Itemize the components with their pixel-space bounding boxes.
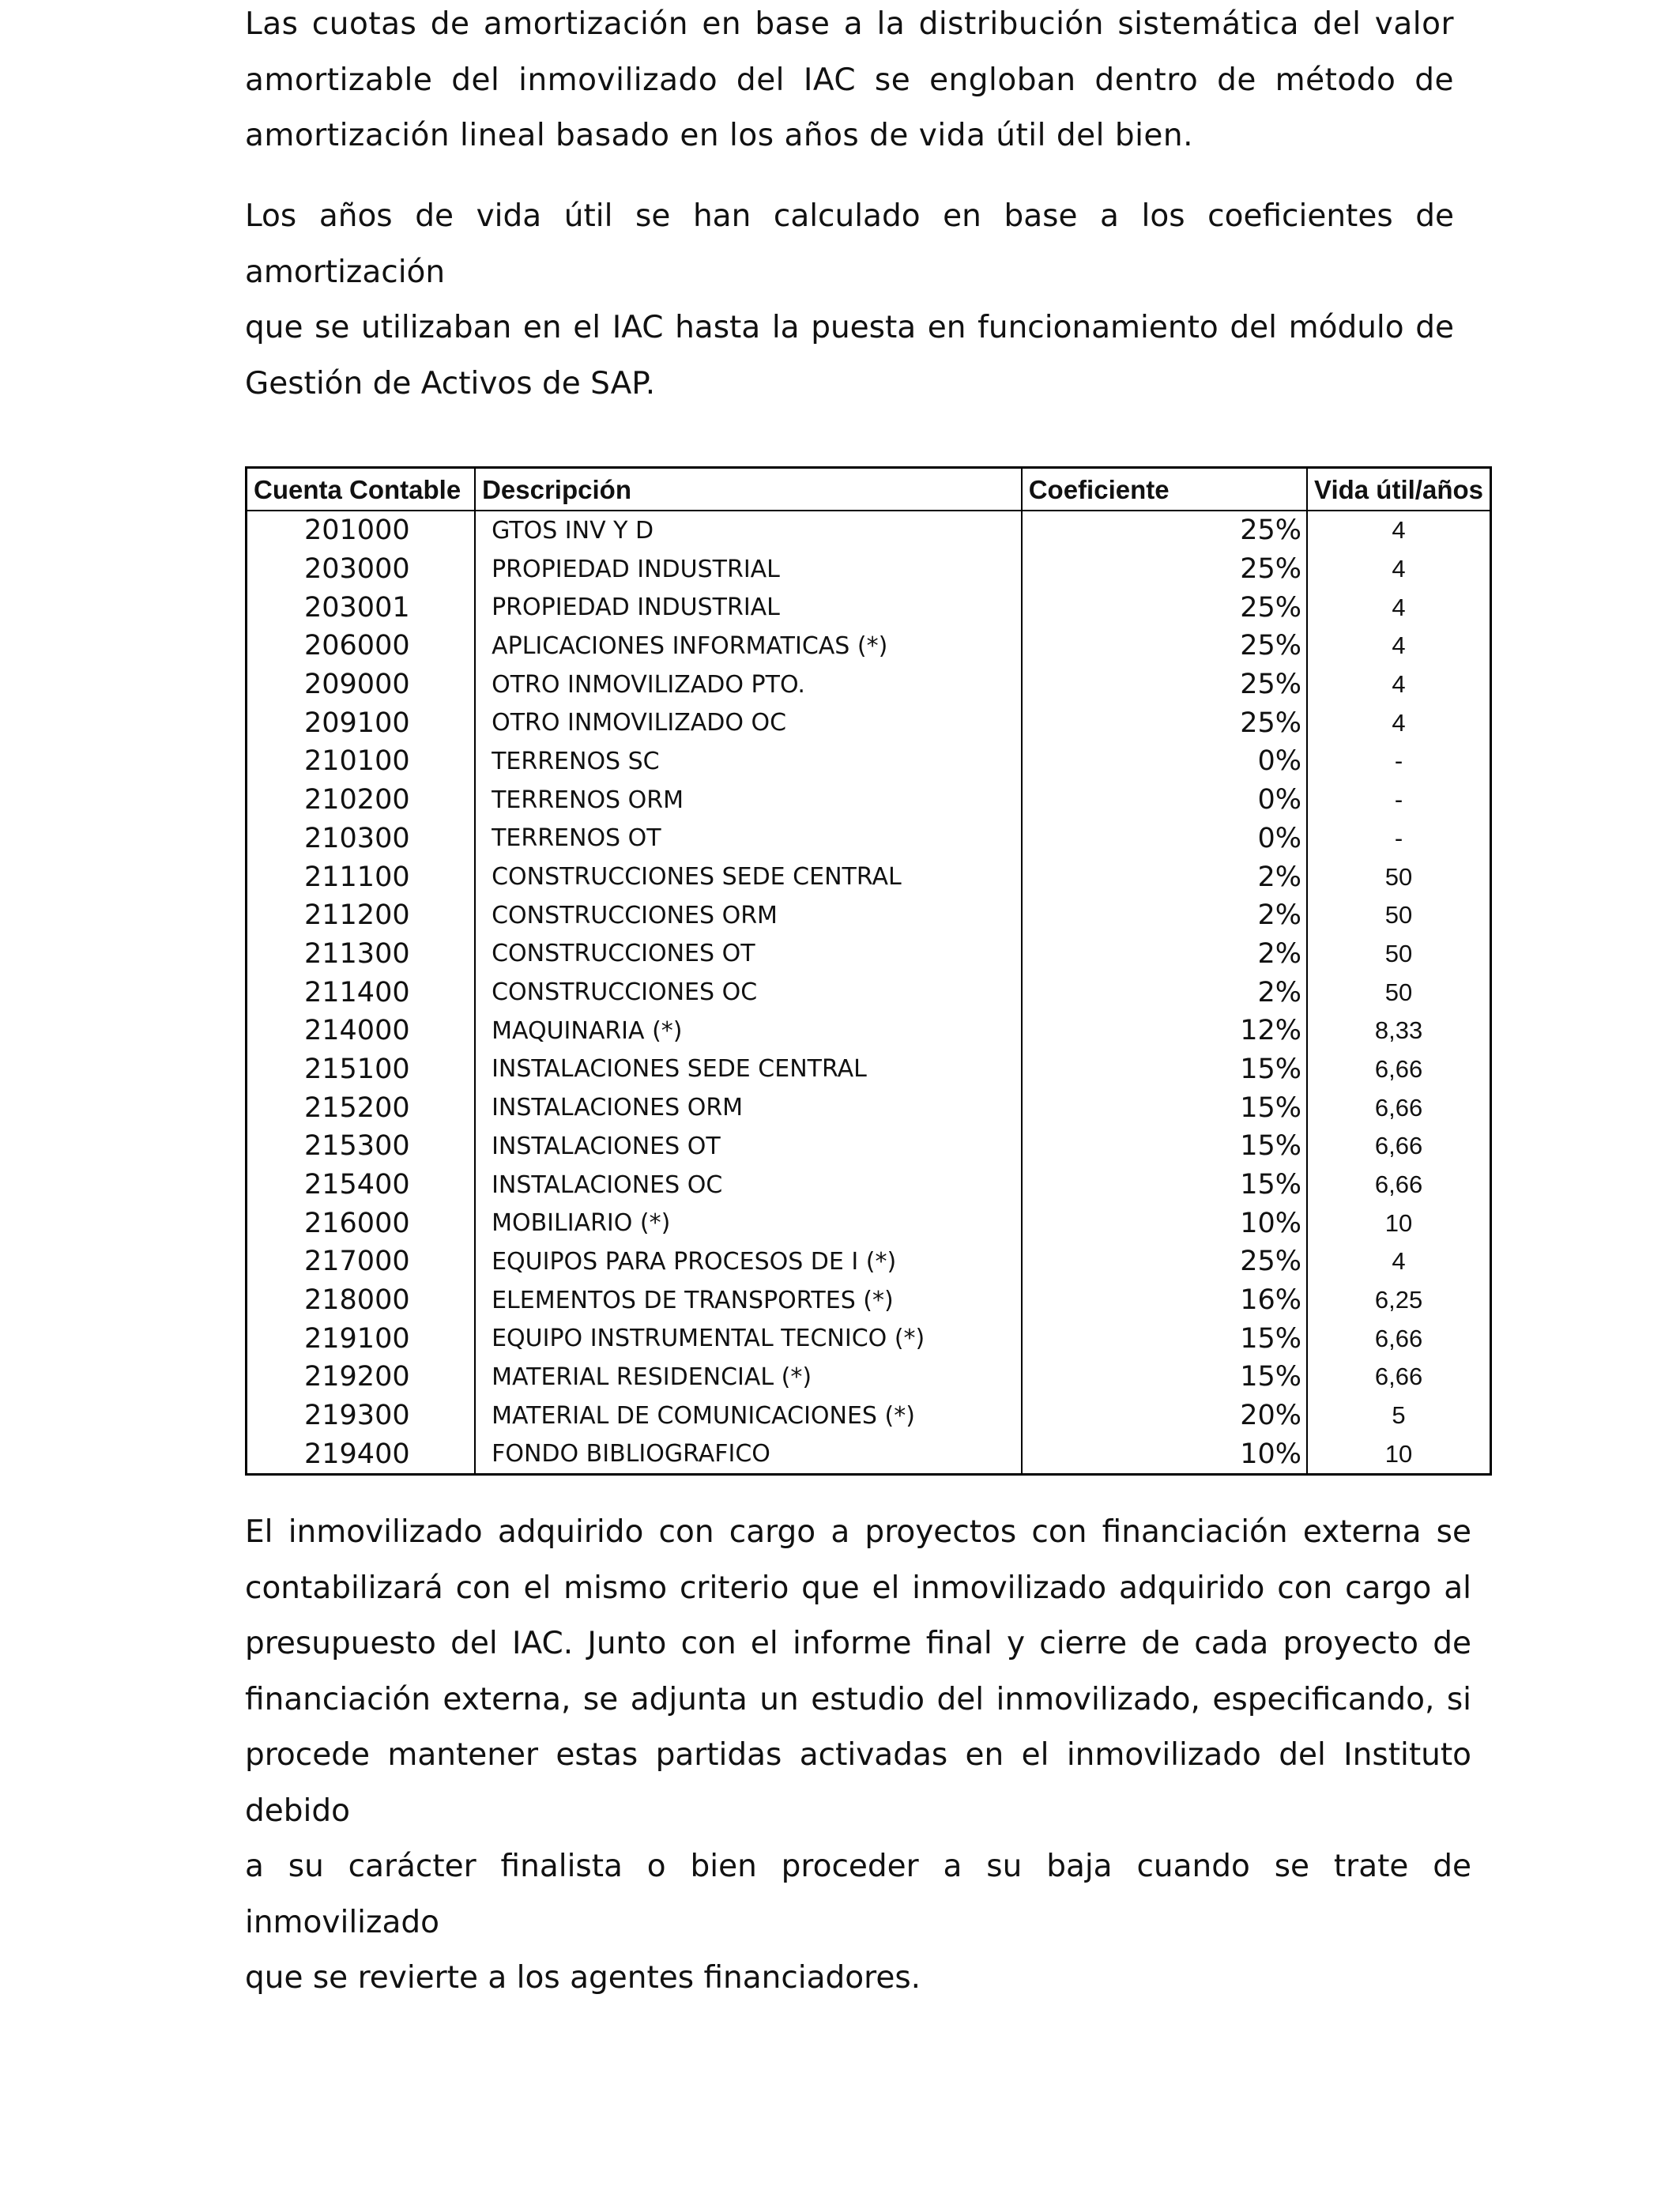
cell-cuenta: 215300 (247, 1127, 476, 1166)
table-row (247, 935, 1491, 974)
cell-vida-util: 6,66 (1374, 1093, 1423, 1122)
cell-coeficiente: 0% (1022, 820, 1307, 858)
cell-coeficiente: 15% (1022, 1319, 1307, 1358)
table-row (247, 703, 1491, 742)
table-row (247, 1242, 1491, 1281)
cell-descripcion: MAQUINARIA (*) (475, 1012, 1022, 1050)
cell-descripcion: MATERIAL RESIDENCIAL (*) (475, 1358, 1022, 1397)
cell-descripcion: MOBILIARIO (*) (475, 1204, 1022, 1242)
cell-descripcion: MATERIAL DE COMUNICACIONES (*) (475, 1397, 1022, 1435)
cell-coeficiente: 0% (1022, 781, 1307, 820)
text-line: contabilizará con el mismo criterio que el inmovilizado adquirido con cargo al (245, 1570, 1471, 1606)
table-row (247, 973, 1491, 1012)
cell-coeficiente: 0% (1022, 742, 1307, 781)
table-header-row (247, 468, 1491, 511)
cell-vida-util: 4 (1392, 631, 1406, 660)
table-row (247, 550, 1491, 589)
text-line: que se revierte a los agentes financiadores. (245, 1960, 921, 1996)
cell-vida-util: 4 (1392, 708, 1406, 737)
cell-cuenta: 215400 (247, 1166, 476, 1204)
table-row (247, 858, 1491, 896)
cell-coeficiente: 25% (1022, 627, 1307, 665)
table-row (247, 1435, 1491, 1475)
cell-coeficiente: 16% (1022, 1281, 1307, 1320)
cell-cuenta: 217000 (247, 1242, 476, 1281)
text-line: Los años de vida útil se han calculado en base a los coeficientes de amortización (245, 198, 1454, 290)
cell-descripcion: OTRO INMOVILIZADO PTO. (475, 665, 1022, 704)
text-line: amortización lineal basado en los años de vida útil del bien. (245, 118, 1194, 153)
header-cuenta-contable: Cuenta Contable (247, 468, 476, 511)
table-row (247, 588, 1491, 627)
cell-cuenta: 211400 (247, 973, 476, 1012)
table-row (247, 742, 1491, 781)
cell-cuenta: 203000 (247, 550, 476, 589)
text-line: El inmovilizado adquirido con cargo a proyectos con financiación externa se (245, 1514, 1471, 1550)
header-coeficiente: Coeficiente (1022, 468, 1307, 511)
intro-paragraph-1 (245, 0, 1454, 164)
cell-vida-util: 4 (1392, 516, 1406, 545)
cell-vida-util: 4 (1392, 670, 1406, 699)
intro-paragraph-2 (245, 189, 1454, 412)
cell-vida-util: 6,66 (1374, 1363, 1423, 1391)
cell-descripcion: TERRENOS ORM (475, 781, 1022, 820)
cell-cuenta: 210100 (247, 742, 476, 781)
table-row (247, 820, 1491, 858)
cell-vida-util: - (1394, 786, 1403, 814)
cell-vida-util: 5 (1392, 1401, 1406, 1430)
cell-cuenta: 209100 (247, 703, 476, 742)
outro-paragraph (245, 1505, 1471, 2007)
cell-descripcion: GTOS INV Y D (475, 511, 1022, 550)
cell-coeficiente: 15% (1022, 1050, 1307, 1089)
cell-coeficiente: 2% (1022, 973, 1307, 1012)
table-row (247, 665, 1491, 704)
table-row (247, 1397, 1491, 1435)
cell-coeficiente: 25% (1022, 550, 1307, 589)
text-line: que se utilizaban en el IAC hasta la puesta en funcionamiento del módulo de (245, 310, 1454, 345)
cell-cuenta: 211200 (247, 896, 476, 935)
cell-cuenta: 211100 (247, 858, 476, 896)
cell-coeficiente: 25% (1022, 703, 1307, 742)
cell-coeficiente: 2% (1022, 858, 1307, 896)
text-line: presupuesto del IAC. Junto con el informe final y cierre de cada proyecto de (245, 1626, 1471, 1661)
cell-descripcion: TERRENOS SC (475, 742, 1022, 781)
cell-coeficiente: 25% (1022, 511, 1307, 550)
cell-cuenta: 209000 (247, 665, 476, 704)
cell-descripcion: PROPIEDAD INDUSTRIAL (475, 550, 1022, 589)
cell-cuenta: 201000 (247, 511, 476, 550)
cell-coeficiente: 15% (1022, 1088, 1307, 1127)
text-line: amortizable del inmovilizado del IAC se engloban dentro de método de (245, 62, 1454, 98)
cell-coeficiente: 15% (1022, 1358, 1307, 1397)
cell-descripcion: INSTALACIONES OT (475, 1127, 1022, 1166)
table-row (247, 781, 1491, 820)
cell-coeficiente: 25% (1022, 588, 1307, 627)
table-row (247, 896, 1491, 935)
cell-cuenta: 215100 (247, 1050, 476, 1089)
cell-vida-util: 4 (1392, 1247, 1406, 1276)
cell-vida-util: 6,66 (1374, 1324, 1423, 1352)
table-row (247, 1358, 1491, 1397)
text-line: Gestión de Activos de SAP. (245, 365, 656, 401)
text-line: a su carácter finalista o bien proceder a su baja cuando se trate de inmovilizado (245, 1849, 1471, 1940)
header-vida-util: Vida útil/años (1307, 468, 1490, 511)
cell-vida-util: 50 (1384, 901, 1413, 929)
cell-cuenta: 219400 (247, 1435, 476, 1475)
cell-vida-util: 10 (1384, 1439, 1413, 1468)
cell-vida-util: - (1394, 747, 1403, 775)
text-line: procede mantener estas partidas activadas en el inmovilizado del Instituto debido (245, 1737, 1471, 1829)
cell-cuenta: 218000 (247, 1281, 476, 1320)
table-row (247, 1166, 1491, 1204)
cell-descripcion: FONDO BIBLIOGRAFICO (475, 1435, 1022, 1475)
cell-vida-util: 8,33 (1374, 1016, 1423, 1045)
cell-cuenta: 215200 (247, 1088, 476, 1127)
cell-vida-util: - (1394, 824, 1403, 852)
table-row (247, 1012, 1491, 1050)
cell-descripcion: INSTALACIONES OC (475, 1166, 1022, 1204)
table-row (247, 1204, 1491, 1242)
cell-descripcion: OTRO INMOVILIZADO OC (475, 703, 1022, 742)
cell-vida-util: 4 (1392, 593, 1406, 621)
cell-coeficiente: 25% (1022, 1242, 1307, 1281)
cell-descripcion: EQUIPO INSTRUMENTAL TECNICO (*) (475, 1319, 1022, 1358)
cell-coeficiente: 10% (1022, 1204, 1307, 1242)
cell-vida-util: 4 (1392, 555, 1406, 583)
text-line: Las cuotas de amortización en base a la distribución sistemática del valor (245, 6, 1454, 42)
cell-vida-util: 50 (1384, 939, 1413, 967)
table-row (247, 511, 1491, 550)
cell-cuenta: 216000 (247, 1204, 476, 1242)
cell-descripcion: APLICACIONES INFORMATICAS (*) (475, 627, 1022, 665)
amortization-table (245, 466, 1492, 1476)
cell-cuenta: 210200 (247, 781, 476, 820)
cell-vida-util: 50 (1384, 978, 1413, 1006)
cell-cuenta: 219300 (247, 1397, 476, 1435)
cell-vida-util: 10 (1384, 1208, 1413, 1237)
table-row (247, 1127, 1491, 1166)
cell-coeficiente: 2% (1022, 935, 1307, 974)
header-descripcion: Descripción (475, 468, 1022, 511)
table-row (247, 1319, 1491, 1358)
cell-descripcion: TERRENOS OT (475, 820, 1022, 858)
cell-vida-util: 6,66 (1374, 1132, 1423, 1160)
cell-vida-util: 6,25 (1374, 1286, 1423, 1314)
cell-coeficiente: 2% (1022, 896, 1307, 935)
cell-cuenta: 203001 (247, 588, 476, 627)
cell-descripcion: PROPIEDAD INDUSTRIAL (475, 588, 1022, 627)
cell-coeficiente: 25% (1022, 665, 1307, 704)
table-body (247, 511, 1491, 1475)
cell-descripcion: ELEMENTOS DE TRANSPORTES (*) (475, 1281, 1022, 1320)
cell-vida-util: 6,66 (1374, 1054, 1423, 1083)
cell-vida-util: 6,66 (1374, 1171, 1423, 1199)
cell-descripcion: INSTALACIONES SEDE CENTRAL (475, 1050, 1022, 1089)
table-row (247, 1050, 1491, 1089)
cell-coeficiente: 15% (1022, 1166, 1307, 1204)
cell-cuenta: 214000 (247, 1012, 476, 1050)
cell-cuenta: 219200 (247, 1358, 476, 1397)
text-line: financiación externa, se adjunta un estudio del inmovilizado, especificando, si (245, 1681, 1471, 1717)
cell-vida-util: 50 (1384, 862, 1413, 891)
table-row (247, 1088, 1491, 1127)
cell-descripcion: CONSTRUCCIONES OC (475, 973, 1022, 1012)
cell-descripcion: CONSTRUCCIONES OT (475, 935, 1022, 974)
cell-descripcion: INSTALACIONES ORM (475, 1088, 1022, 1127)
cell-coeficiente: 10% (1022, 1435, 1307, 1475)
cell-coeficiente: 12% (1022, 1012, 1307, 1050)
table-row (247, 627, 1491, 665)
cell-cuenta: 206000 (247, 627, 476, 665)
cell-cuenta: 211300 (247, 935, 476, 974)
cell-cuenta: 219100 (247, 1319, 476, 1358)
cell-coeficiente: 15% (1022, 1127, 1307, 1166)
cell-coeficiente: 20% (1022, 1397, 1307, 1435)
cell-descripcion: CONSTRUCCIONES SEDE CENTRAL (475, 858, 1022, 896)
table-row (247, 1281, 1491, 1320)
cell-descripcion: CONSTRUCCIONES ORM (475, 896, 1022, 935)
cell-descripcion: EQUIPOS PARA PROCESOS DE I (*) (475, 1242, 1022, 1281)
cell-cuenta: 210300 (247, 820, 476, 858)
